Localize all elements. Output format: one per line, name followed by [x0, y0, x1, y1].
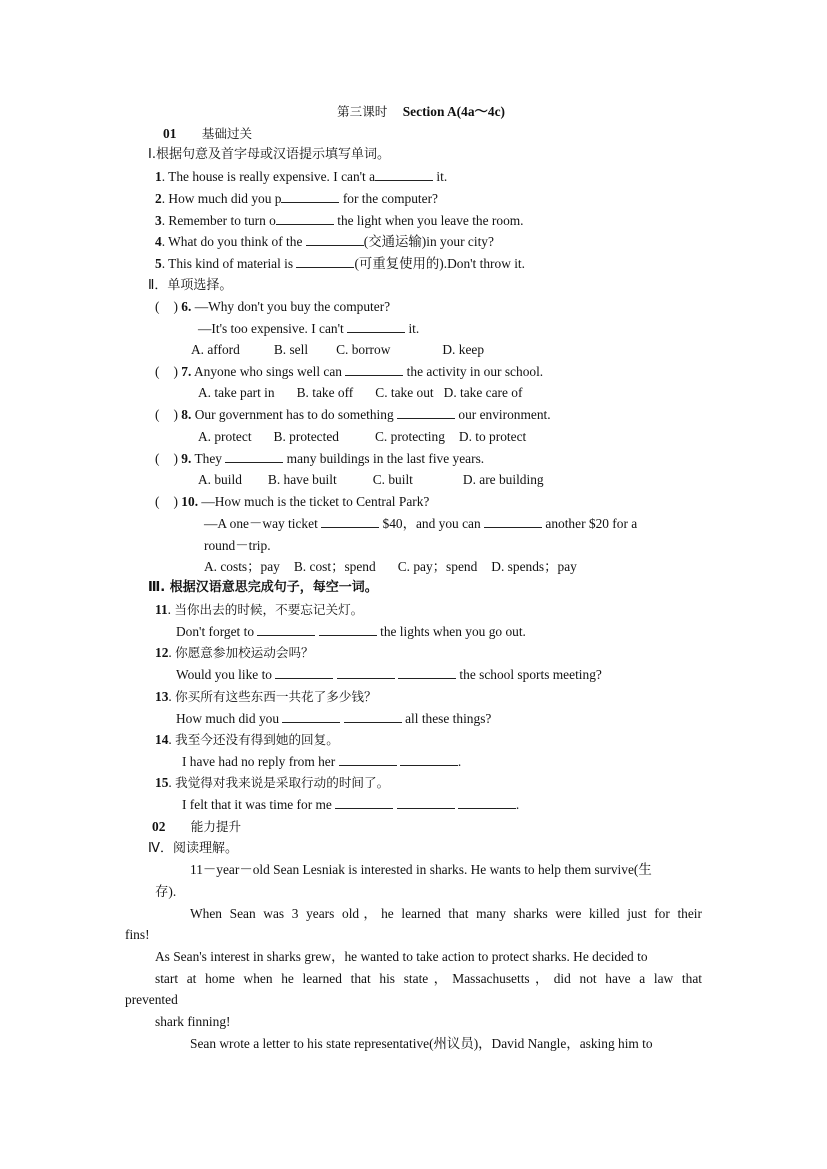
english-sentence: [176, 666, 602, 684]
part-heading-advanced: [152, 818, 241, 836]
question-number: 11: [155, 602, 168, 617]
answer-blank[interactable]: [397, 406, 455, 419]
answer-blank[interactable]: [275, 666, 333, 679]
option-c[interactable]: C. pay；spend: [397, 559, 478, 574]
chinese-prompt: 你愿意参加校运动会吗？: [175, 645, 314, 660]
question-text: . What do you think of the: [161, 234, 306, 249]
option-b[interactable]: B. protected: [273, 429, 339, 444]
passage-line: start at home when he learned that his state，Massachusetts，did not have a law that: [155, 971, 702, 986]
fill-in-question: [155, 190, 438, 208]
english-sentence: [182, 796, 519, 814]
answer-blank[interactable]: [344, 710, 402, 723]
answer-blank[interactable]: [276, 212, 334, 225]
answer-blank[interactable]: [398, 666, 456, 679]
question-number: 6.: [181, 299, 192, 314]
question-number: 15: [155, 775, 169, 790]
question-text: How much did you: [176, 711, 283, 726]
option-a[interactable]: A. costs；pay: [204, 559, 280, 574]
passage-line: fins!: [125, 927, 150, 942]
question-number: 13: [155, 689, 169, 704]
part-label: 基础过关: [201, 126, 253, 141]
option-b[interactable]: B. take off: [296, 385, 354, 400]
chinese-prompt: 你买所有这些东西一共花了多少钱？: [175, 689, 377, 704]
answer-blank[interactable]: [281, 190, 339, 203]
question-number: 2: [155, 191, 162, 206]
part-number: 02: [152, 819, 166, 834]
question-text: (交通运输)in your city?: [363, 234, 494, 249]
question-text: the light when you leave the room.: [333, 213, 524, 228]
section-iii-title: Ⅲ. 根据汉语意思完成句子，每空一词。: [148, 580, 378, 595]
answer-bracket-open: (: [155, 407, 160, 422]
options-row: [198, 384, 522, 402]
passage-line: 存).: [155, 884, 177, 899]
question-text: —How much is the ticket to Central Park?: [201, 494, 430, 509]
option-c[interactable]: C. built: [372, 472, 413, 487]
answer-blank[interactable]: [484, 515, 542, 528]
choice-question: [155, 493, 429, 511]
fill-in-question: [155, 255, 525, 273]
question-text: . This kind of material is: [161, 256, 297, 271]
option-b[interactable]: B. have built: [267, 472, 337, 487]
fill-in-question: [155, 168, 447, 186]
question-text: the lights when you go out.: [376, 624, 526, 639]
answer-blank[interactable]: [296, 255, 354, 268]
option-b[interactable]: B. cost；spend: [293, 559, 376, 574]
passage-line: shark finning!: [155, 1014, 231, 1029]
question-number: 7.: [181, 364, 192, 379]
passage-line: When Sean was 3 years old，he learned that many sharks were killed just for their: [190, 906, 702, 921]
option-d[interactable]: D. to protect: [458, 429, 527, 444]
option-a[interactable]: A. afford: [191, 342, 240, 357]
options-row: [198, 471, 544, 489]
fill-in-question: [155, 233, 494, 251]
section-i-title: Ⅰ.根据句意及首字母或汉语提示填写单词。: [148, 147, 390, 162]
option-a[interactable]: A. build: [198, 472, 242, 487]
question-text: (可重复使用的).Don't throw it.: [354, 256, 525, 271]
question-text: I have had no reply from her: [182, 754, 339, 769]
answer-bracket-close: ): [173, 494, 178, 509]
fill-in-question: [155, 212, 524, 230]
passage-line: As Sean's interest in sharks grew，he wanted to take action to protect sharks. He decided to: [155, 949, 648, 964]
translation-question: 11. 当你出去的时候，不要忘记关灯。: [155, 602, 364, 617]
answer-blank[interactable]: [257, 623, 315, 636]
answer-bracket-close: ): [173, 299, 178, 314]
answer-blank[interactable]: [397, 796, 455, 809]
part-label: 能力提升: [190, 819, 242, 834]
answer-bracket-close: ): [173, 407, 178, 422]
passage-line: 11－year－old Sean Lesniak is interested in sharks. He wants to help them survive(生: [190, 862, 652, 877]
question-text: Don't forget to: [176, 624, 258, 639]
question-text: . The house is really expensive. I can't a: [161, 169, 376, 184]
question-text: .: [515, 797, 520, 812]
section-ii-title: Ⅱ．单项选择。: [148, 278, 233, 293]
question-text: our environment.: [455, 407, 551, 422]
answer-blank[interactable]: [458, 796, 516, 809]
answer-blank[interactable]: [347, 320, 405, 333]
english-sentence: [182, 753, 461, 771]
option-c[interactable]: C. protecting: [375, 429, 445, 444]
answer-bracket-open: (: [155, 451, 160, 466]
section-label: Section A(4a～4c): [402, 104, 506, 119]
options-row: [204, 558, 577, 576]
question-continuation: [198, 320, 419, 338]
question-number: 1: [155, 169, 162, 184]
question-text: —A one－way ticket: [204, 516, 322, 531]
question-number: 5: [155, 256, 162, 271]
answer-blank[interactable]: [345, 363, 403, 376]
question-text: $40，and you can: [379, 516, 485, 531]
answer-blank[interactable]: [375, 168, 433, 181]
choice-question: [155, 450, 484, 468]
english-sentence: [176, 623, 526, 641]
question-number: 8.: [181, 407, 192, 422]
answer-blank[interactable]: [339, 753, 397, 766]
question-continuation: [204, 537, 271, 555]
option-a[interactable]: A. take part in: [198, 385, 275, 400]
question-text: Anyone who sings well can: [193, 364, 346, 379]
passage-line: prevented: [125, 992, 178, 1007]
part-number: 01: [163, 126, 177, 141]
question-number: 4: [155, 234, 162, 249]
answer-blank[interactable]: [282, 710, 340, 723]
question-text: I felt that it was time for me: [182, 797, 336, 812]
option-d[interactable]: D. are building: [462, 472, 544, 487]
section-iv-title: Ⅳ．阅读理解。: [148, 841, 238, 856]
question-number: 3: [155, 213, 162, 228]
option-c[interactable]: C. borrow: [336, 342, 391, 357]
question-text: it.: [433, 169, 448, 184]
translation-question: 14. 我至今还没有得到她的回复。: [155, 732, 339, 747]
page-title: [337, 103, 505, 121]
passage-line: Sean wrote a letter to his state representative(州议员)，David Nangle，asking him to: [190, 1036, 653, 1051]
question-text: They: [194, 451, 226, 466]
question-text: . How much did you p: [161, 191, 282, 206]
answer-blank[interactable]: [321, 515, 379, 528]
question-text: another $20 for a: [542, 516, 638, 531]
answer-bracket-open: (: [155, 364, 160, 379]
question-text: round－trip.: [204, 538, 271, 553]
question-number: 12: [155, 645, 169, 660]
option-d[interactable]: D. take care of: [443, 385, 523, 400]
choice-question: [155, 363, 543, 381]
translation-question: 15. 我觉得对我来说是采取行动的时间了。: [155, 775, 390, 790]
answer-bracket-open: (: [155, 494, 160, 509]
question-number: 14: [155, 732, 169, 747]
question-text: Would you like to: [176, 667, 276, 682]
question-number: 10.: [181, 494, 199, 509]
answer-bracket-open: (: [155, 299, 160, 314]
question-text: . Remember to turn o: [161, 213, 276, 228]
question-text: many buildings in the last five years.: [283, 451, 485, 466]
answer-blank[interactable]: [225, 450, 283, 463]
question-text: for the computer?: [339, 191, 438, 206]
question-text: all these things?: [401, 711, 492, 726]
answer-blank[interactable]: [337, 666, 395, 679]
option-a[interactable]: A. protect: [198, 429, 252, 444]
answer-bracket-close: ): [173, 364, 178, 379]
choice-question: [155, 298, 390, 316]
question-text: the school sports meeting?: [456, 667, 602, 682]
option-d[interactable]: D. keep: [442, 342, 485, 357]
part-heading-basic: [163, 125, 252, 143]
lesson-label: 第三课时: [337, 104, 388, 119]
options-row: [198, 428, 526, 446]
answer-blank[interactable]: [400, 753, 458, 766]
choice-question: [155, 406, 551, 424]
chinese-prompt: 当你出去的时候，不要忘记关灯。: [174, 602, 364, 617]
question-text: it.: [405, 321, 420, 336]
option-d[interactable]: D. spends；pay: [491, 559, 577, 574]
english-sentence: [176, 710, 491, 728]
question-text: —Why don't you buy the computer?: [194, 299, 391, 314]
answer-blank[interactable]: [335, 796, 393, 809]
answer-blank[interactable]: [306, 233, 364, 246]
chinese-prompt: 我至今还没有得到她的回复。: [175, 732, 339, 747]
question-text: Our government has to do something: [194, 407, 398, 422]
chinese-prompt: 我觉得对我来说是采取行动的时间了。: [175, 775, 390, 790]
options-row: [191, 341, 484, 359]
question-text: —It's too expensive. I can't: [198, 321, 348, 336]
answer-bracket-close: ): [173, 451, 178, 466]
option-c[interactable]: C. take out: [375, 385, 434, 400]
question-continuation: [204, 515, 637, 533]
question-text: the activity in our school.: [403, 364, 544, 379]
translation-question: 12. 你愿意参加校运动会吗？: [155, 645, 314, 660]
translation-question: 13. 你买所有这些东西一共花了多少钱？: [155, 689, 377, 704]
question-number: 9.: [181, 451, 192, 466]
question-text: .: [457, 754, 462, 769]
answer-blank[interactable]: [319, 623, 377, 636]
option-b[interactable]: B. sell: [273, 342, 309, 357]
